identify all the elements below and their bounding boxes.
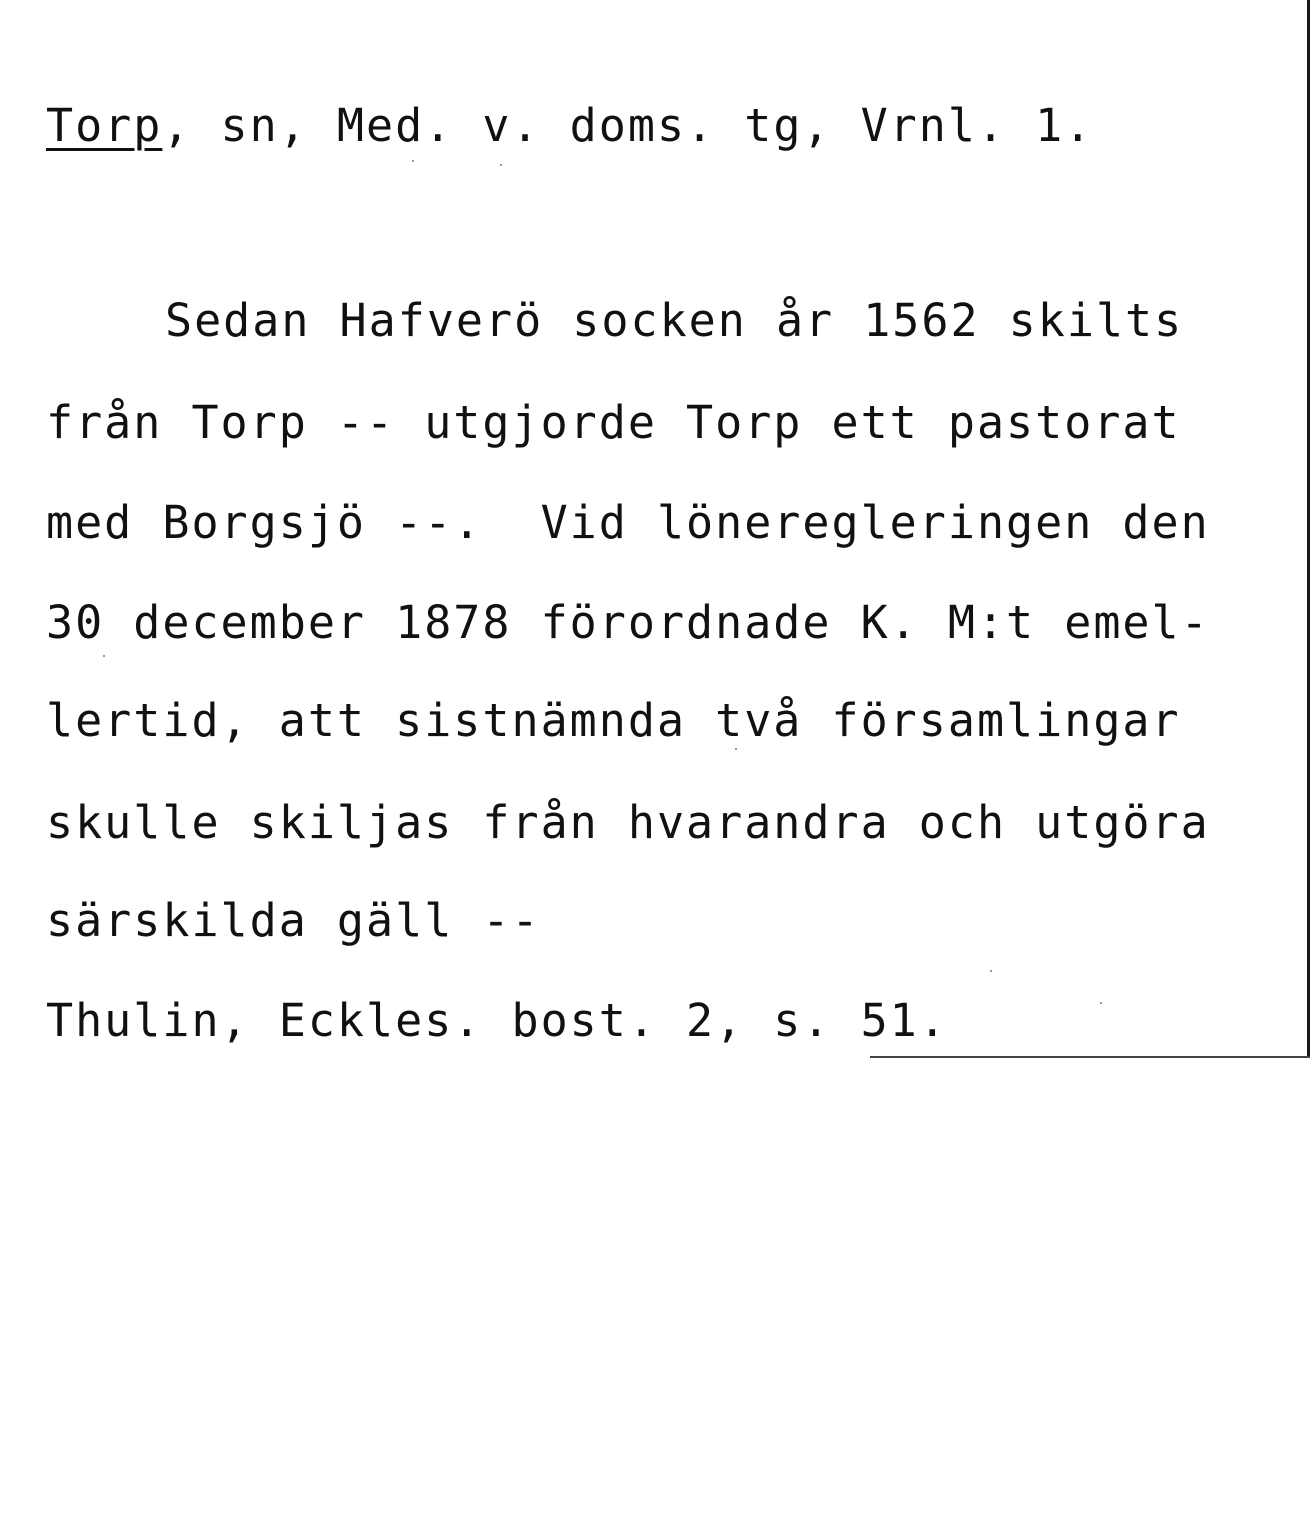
body-line-7: särskilda gäll -- (46, 894, 541, 947)
card-right-edge (1307, 0, 1310, 1058)
heading-details: , sn, Med. v. doms. tg, Vrnl. 1. (162, 99, 1094, 152)
body-line-4: 30 december 1878 förordnade K. M:t emel- (46, 596, 1210, 649)
scan-speck (412, 160, 414, 162)
heading-term: Torp (46, 99, 163, 152)
card-bottom-edge (870, 1056, 1310, 1058)
scan-speck (990, 970, 992, 972)
scan-speck (103, 655, 105, 657)
scan-speck (500, 164, 502, 166)
source-citation: Thulin, Eckles. bost. 2, s. 51. (46, 994, 948, 1047)
body-line-6: skulle skiljas från hvarandra och utgöra (46, 796, 1210, 849)
card-heading (46, 98, 1093, 154)
body-line-1: Sedan Hafverö socken år 1562 skilts (165, 294, 1184, 347)
scan-speck (735, 748, 737, 750)
scan-speck (1100, 1002, 1102, 1004)
body-line-2: från Torp -- utgjorde Torp ett pastorat (46, 396, 1181, 449)
body-line-5: lertid, att sistnämnda två församlingar (46, 694, 1181, 747)
body-line-3: med Borgsjö --. Vid löneregleringen den (46, 496, 1210, 549)
